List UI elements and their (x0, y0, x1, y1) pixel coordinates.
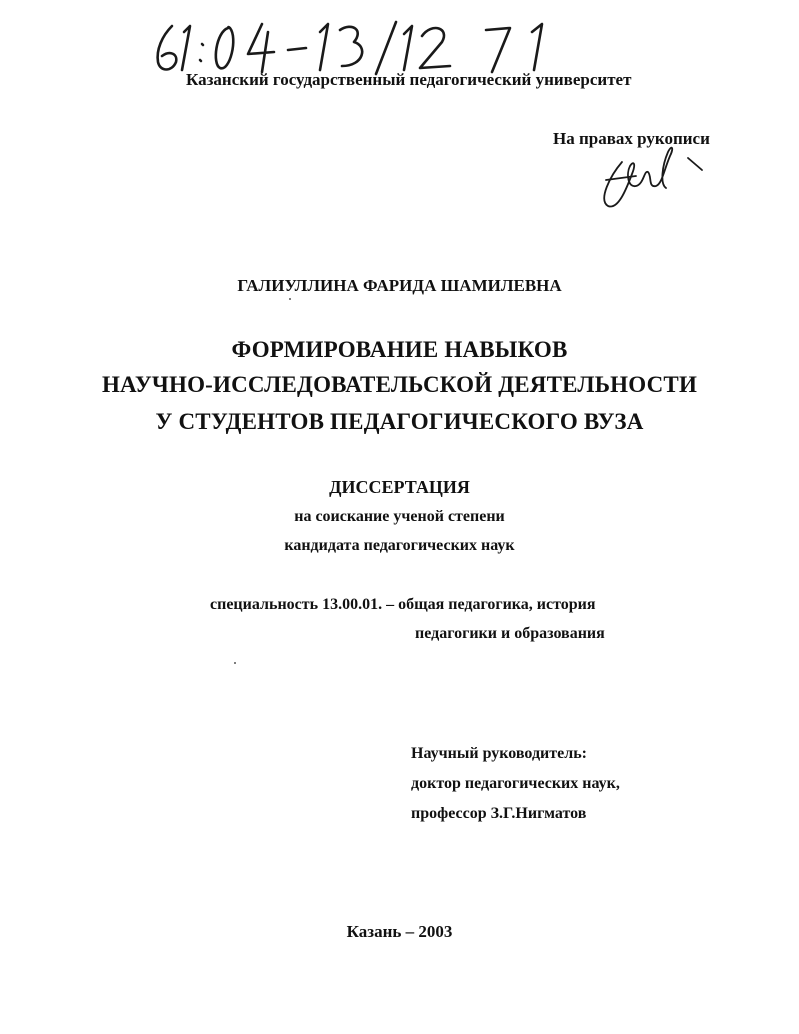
supervisor-label: Научный руководитель: (411, 745, 587, 762)
scan-speck (234, 662, 236, 664)
degree-line-2: кандидата педагогических наук (284, 537, 515, 554)
supervisor-name: профессор З.Г.Нигматов (411, 805, 587, 822)
title-line-1: ФОРМИРОВАНИЕ НАВЫКОВ (231, 337, 568, 362)
degree-line-1: на соискание ученой степени (294, 508, 505, 525)
specialty-line-2: педагогики и образования (415, 625, 605, 642)
author-name: ГАЛИУЛЛИНА ФАРИДА ШАМИЛЕВНА (237, 276, 562, 295)
handwritten-catalog-code (150, 18, 590, 76)
city-and-year: Казань – 2003 (346, 922, 453, 941)
title-line-2: НАУЧНО-ИССЛЕДОВАТЕЛЬСКОЙ ДЕЯТЕЛЬНОСТИ (101, 372, 698, 397)
handwritten-signature (592, 140, 712, 216)
manuscript-rights-note: На правах рукописи (553, 129, 710, 148)
title-line-3: У СТУДЕНТОВ ПЕДАГОГИЧЕСКОГО ВУЗА (155, 409, 644, 434)
supervisor-degree: доктор педагогических наук, (411, 775, 620, 792)
scan-speck (289, 298, 291, 300)
document-type-heading: ДИССЕРТАЦИЯ (329, 477, 470, 497)
university-name: Казанский государственный педагогический университет (186, 70, 632, 89)
specialty-line-1: специальность 13.00.01. – общая педагогика, история (210, 596, 596, 613)
